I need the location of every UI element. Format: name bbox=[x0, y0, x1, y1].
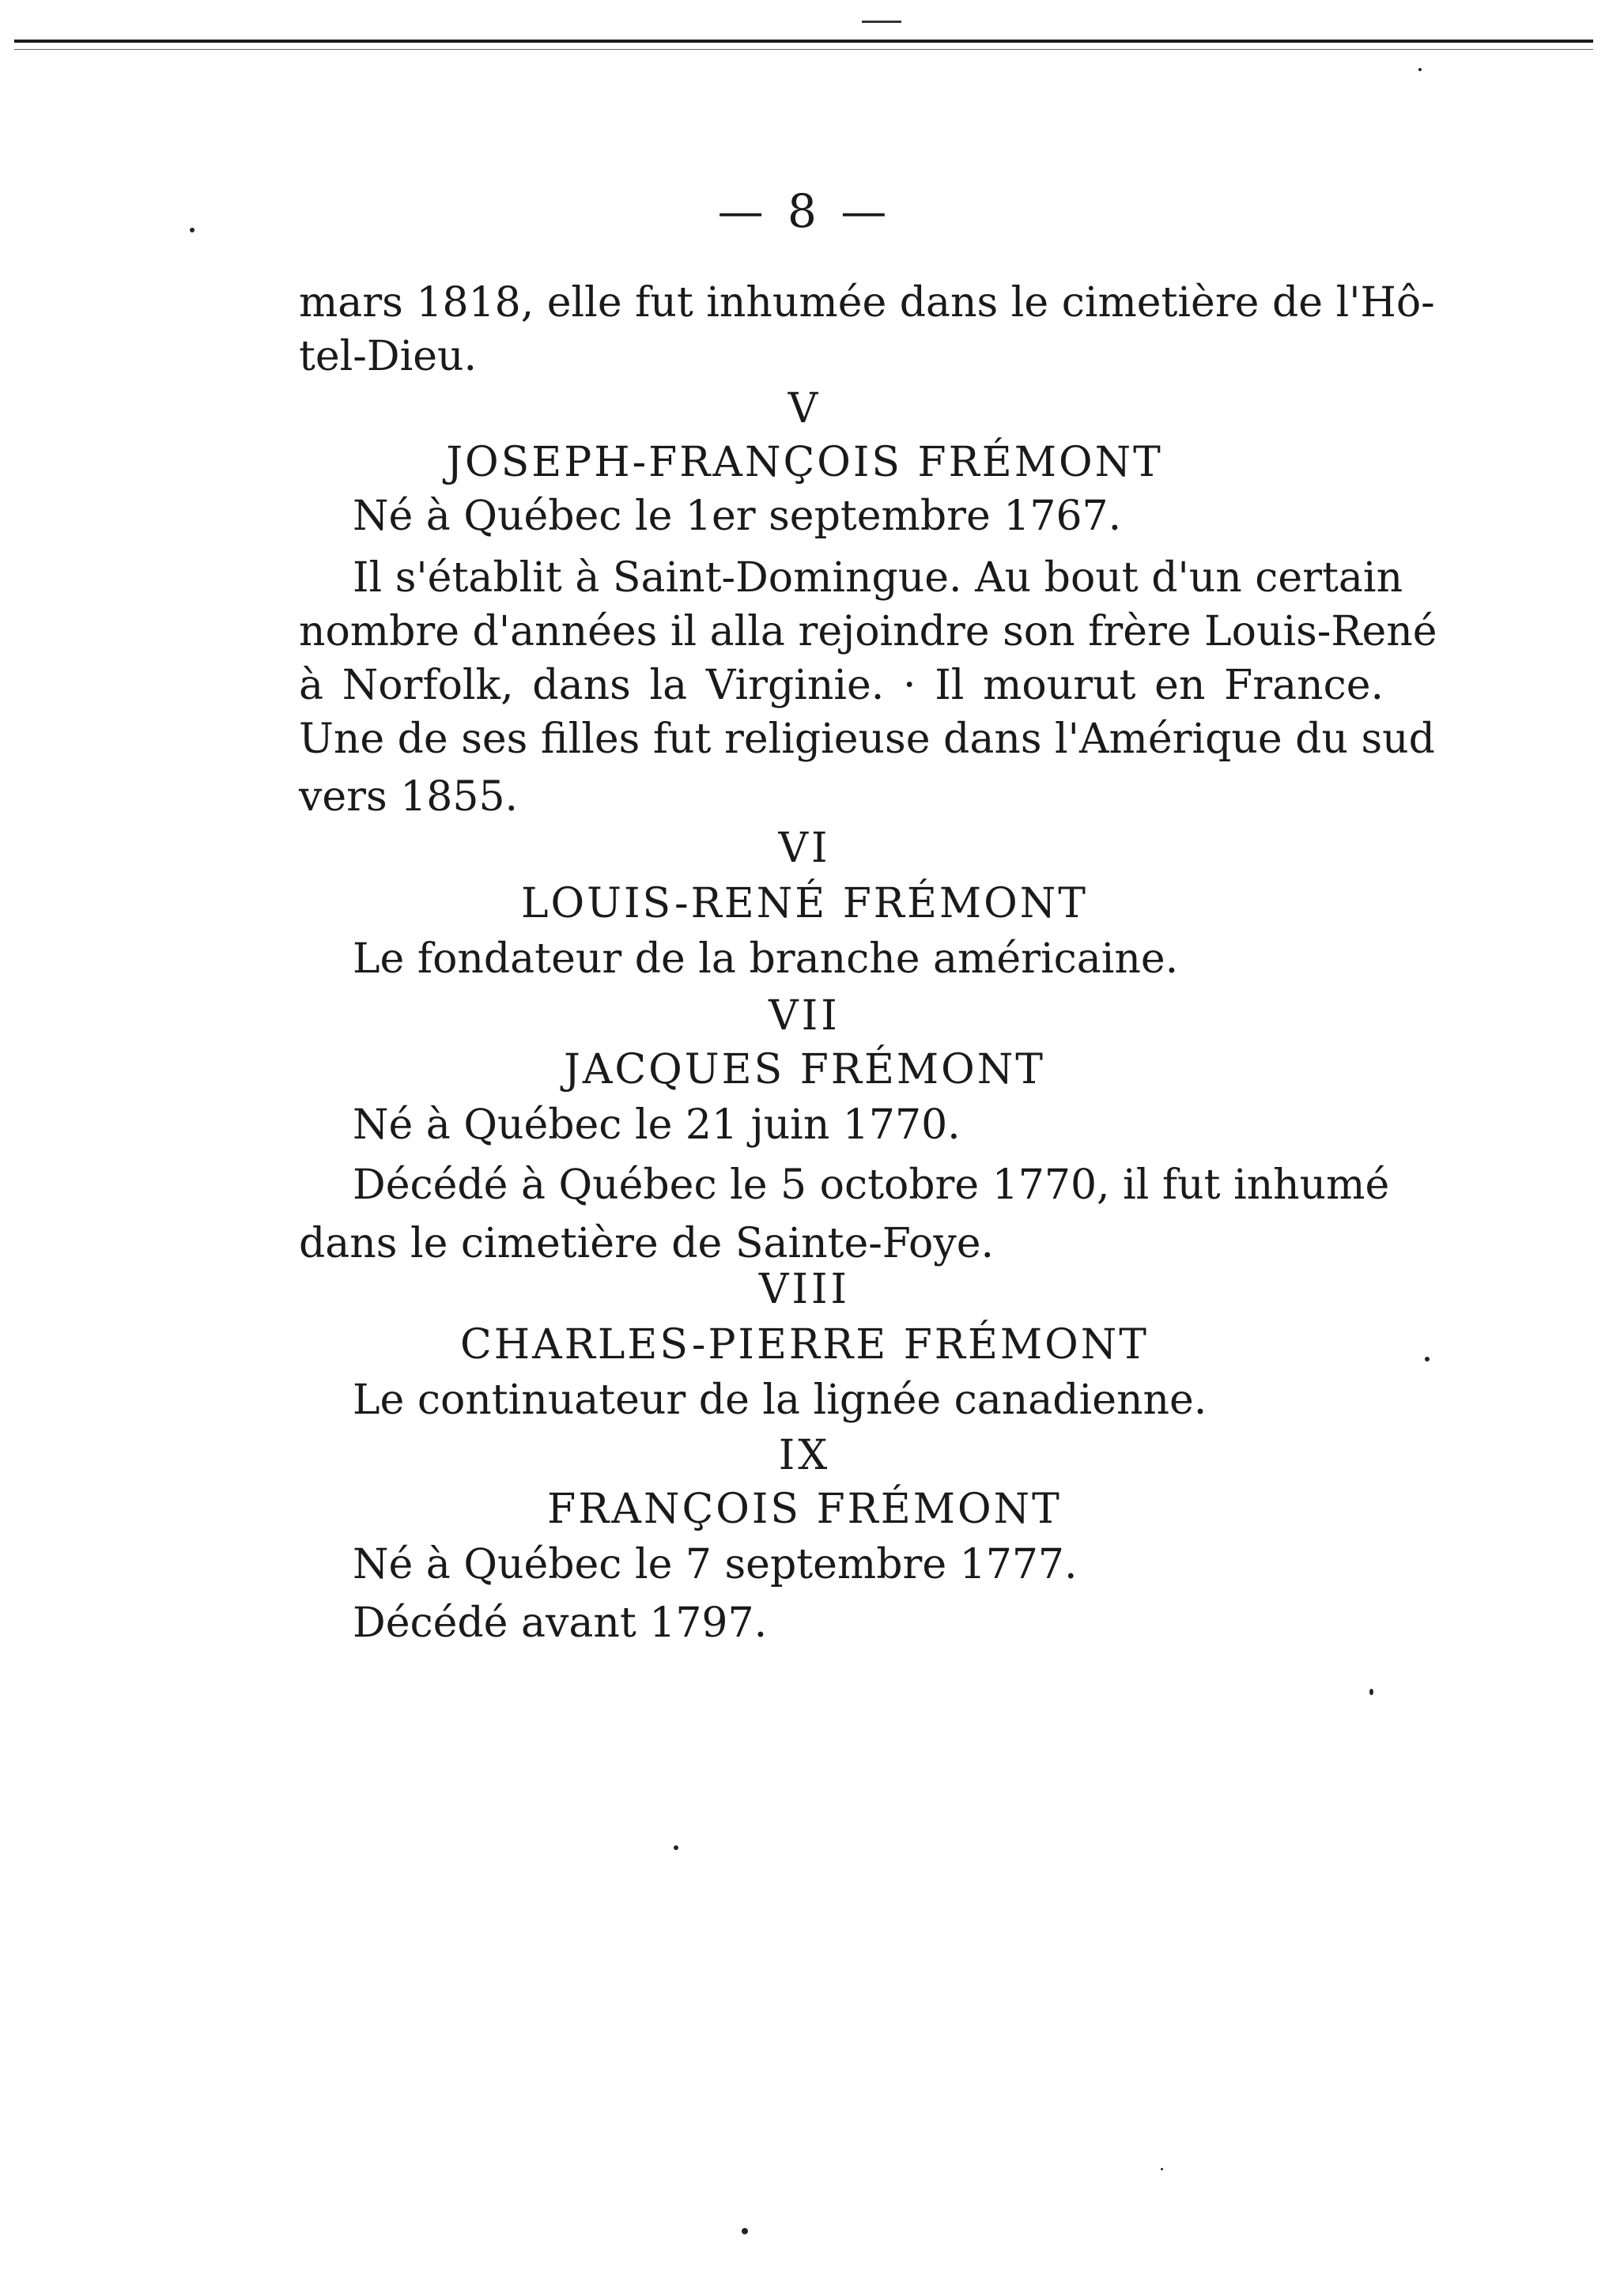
scan-speck bbox=[742, 2228, 748, 2234]
entry-numeral: V bbox=[788, 385, 821, 432]
entry-name: CHARLES-PIERRE FRÉMONT bbox=[460, 1321, 1149, 1369]
top-rule-secondary bbox=[14, 49, 1593, 50]
entry-line: Une de ses filles fut religieuse dans l'Amérique du sud bbox=[299, 716, 1435, 763]
entry-line: Né à Québec le 21 juin 1770. bbox=[353, 1101, 961, 1149]
entry-numeral: VIII bbox=[758, 1266, 851, 1313]
page-number: — 8 — bbox=[717, 184, 892, 238]
scan-speck bbox=[1425, 1357, 1430, 1361]
intro-line: tel-Dieu. bbox=[299, 333, 477, 380]
top-decorative-mark bbox=[862, 21, 901, 23]
top-rule bbox=[14, 40, 1593, 43]
entry-name: JACQUES FRÉMONT bbox=[563, 1046, 1045, 1093]
scan-speck bbox=[1418, 68, 1422, 71]
scan-speck bbox=[1161, 2168, 1163, 2170]
entry-line: dans le cimetière de Sainte-Foye. bbox=[299, 1220, 995, 1267]
entry-line: nombre d'années il alla rejoindre son frère Louis-René bbox=[299, 608, 1437, 655]
entry-line: Né à Québec le 1er septembre 1767. bbox=[353, 493, 1122, 540]
entry-name: FRANÇOIS FRÉMONT bbox=[547, 1486, 1062, 1533]
entry-line: vers 1855. bbox=[299, 773, 519, 821]
entry-numeral: IX bbox=[778, 1432, 831, 1479]
entry-line: Décédé à Québec le 5 octobre 1770, il fut inhumé bbox=[353, 1161, 1390, 1209]
entry-line: Le fondateur de la branche américaine. bbox=[353, 935, 1179, 983]
entry-line: à Norfolk, dans la Virginie. · Il mourut en France. bbox=[299, 662, 1384, 709]
scan-speck bbox=[190, 228, 195, 232]
intro-line: mars 1818, elle fut inhumée dans le cimetière de l'Hô- bbox=[299, 279, 1435, 327]
entry-line: Le continuateur de la lignée canadienne. bbox=[353, 1376, 1207, 1424]
entry-name: JOSEPH-FRANÇOIS FRÉMONT bbox=[446, 439, 1163, 486]
entry-line: Décédé avant 1797. bbox=[353, 1599, 768, 1647]
entry-numeral: VII bbox=[769, 992, 840, 1040]
entry-line: Il s'établit à Saint-Domingue. Au bout d'un certain bbox=[353, 554, 1403, 602]
entry-numeral: VI bbox=[778, 825, 831, 872]
scan-speck bbox=[674, 1845, 678, 1850]
entry-line: Né à Québec le 7 septembre 1777. bbox=[353, 1541, 1078, 1588]
entry-name: LOUIS-RENÉ FRÉMONT bbox=[521, 880, 1088, 927]
scan-speck bbox=[1369, 1689, 1373, 1695]
